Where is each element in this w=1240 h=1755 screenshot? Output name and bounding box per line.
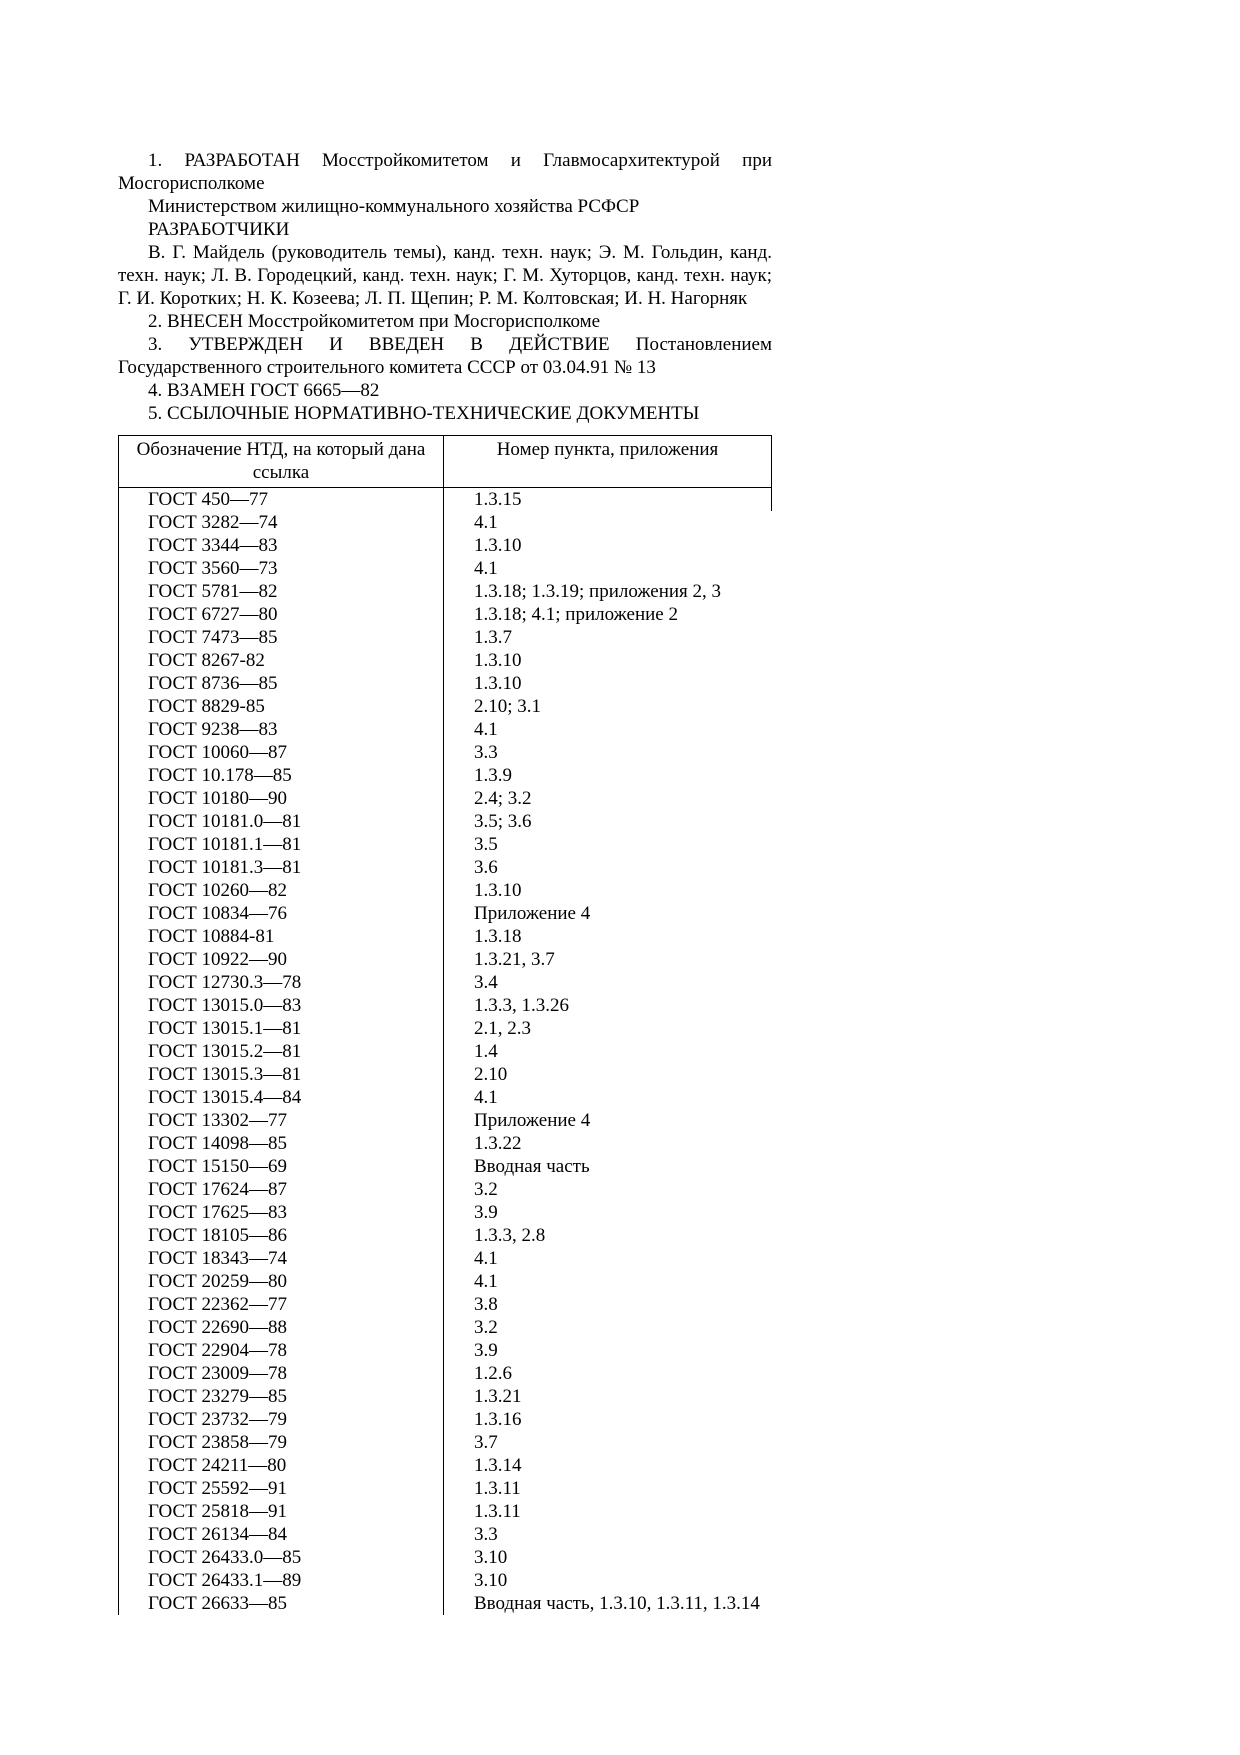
cell-document-designation: ГОСТ 8829-85 (119, 695, 444, 718)
table-row (119, 1224, 772, 1247)
cell-document-designation: ГОСТ 10884-81 (119, 925, 444, 948)
cell-clause-number: 1.3.9 (474, 765, 512, 786)
cell-document-designation: ГОСТ 13015.1—81 (119, 1017, 444, 1040)
table-header-row (119, 436, 772, 488)
table-row (119, 879, 772, 902)
cell-clause-number: 3.2 (474, 1179, 498, 1200)
cell-document-designation: ГОСТ 10060—87 (119, 741, 444, 764)
table-row (119, 1431, 772, 1454)
cell-clause-number: 3.8 (474, 1294, 498, 1315)
column-header-document: Обозначение НТД, на который дана ссылка (119, 436, 444, 488)
cell-clause-number: 3.10 (474, 1570, 508, 1591)
cell-document-designation: ГОСТ 23858—79 (119, 1431, 444, 1454)
table-row (119, 1017, 772, 1040)
table-row (119, 1523, 772, 1546)
cell-document-designation: ГОСТ 18105—86 (119, 1224, 444, 1247)
table-row (119, 971, 772, 994)
paragraph-introduced: 2. ВНЕСЕН Мосстройкомитетом при Мосгорисполкоме (148, 311, 601, 332)
cell-document-designation: ГОСТ 10.178—85 (119, 764, 444, 787)
table-row (119, 1155, 772, 1178)
cell-clause-number: 2.10; 3.1 (474, 696, 542, 717)
cell-clause-number: 4.1 (474, 1248, 498, 1269)
table-row (119, 1178, 772, 1201)
cell-document-designation: ГОСТ 18343—74 (119, 1247, 444, 1270)
cell-document-designation: ГОСТ 26134—84 (119, 1523, 444, 1546)
cell-document-designation: ГОСТ 17624—87 (119, 1178, 444, 1201)
cell-document-designation: ГОСТ 26433.1—89 (119, 1569, 444, 1592)
table-row (119, 1408, 772, 1431)
cell-clause-number: 1.3.10 (474, 880, 522, 901)
table-row (119, 1546, 772, 1569)
table-row (119, 580, 772, 603)
cell-document-designation: ГОСТ 13302—77 (119, 1109, 444, 1132)
table-row (119, 764, 772, 787)
table-row (119, 1132, 772, 1155)
cell-document-designation: ГОСТ 10180—90 (119, 787, 444, 810)
cell-document-designation: ГОСТ 25592—91 (119, 1477, 444, 1500)
paragraph-approved: 3. УТВЕРЖДЕН И ВВЕДЕН В ДЕЙСТВИЕ Постановлением Государственного строительного комитета СССР от 03.04.91 № 13 (118, 334, 772, 378)
cell-document-designation: ГОСТ 6727—80 (119, 603, 444, 626)
cell-document-designation: ГОСТ 23732—79 (119, 1408, 444, 1431)
table-row (119, 1500, 772, 1523)
cell-clause-number: 1.3.14 (474, 1455, 522, 1476)
table-row (119, 787, 772, 810)
cell-clause-number: 4.1 (474, 1271, 498, 1292)
cell-clause-number: 3.7 (474, 1432, 498, 1453)
column-header-clause: Номер пункта, приложения (444, 436, 772, 488)
cell-document-designation: ГОСТ 26633—85 (119, 1592, 444, 1615)
references-table (118, 435, 772, 1615)
cell-document-designation: ГОСТ 10834—76 (119, 902, 444, 925)
cell-document-designation: ГОСТ 3560—73 (119, 557, 444, 580)
table-row (119, 1201, 772, 1224)
cell-document-designation: ГОСТ 10181.1—81 (119, 833, 444, 856)
document-page (118, 149, 772, 1615)
cell-clause-number: Вводная часть, 1.3.10, 1.3.11, 1.3.14 (474, 1593, 760, 1614)
table-row (119, 1040, 772, 1063)
cell-clause-number: 3.4 (474, 972, 498, 993)
cell-document-designation: ГОСТ 23009—78 (119, 1362, 444, 1385)
cell-document-designation: ГОСТ 15150—69 (119, 1155, 444, 1178)
paragraph-developers-list: В. Г. Майдель (руководитель темы), канд. техн. наук; Э. М. Гольдин, канд. техн. наук; Л. В. Городецкий, канд. техн. наук; Г. М. Хуторцов, канд. техн. наук; Г. И. Коротких; Н. К. Козеева; Л. П. Щепин; Р. М. Колтовская; И. Н. Нагорняк (118, 242, 772, 309)
table-row (119, 925, 772, 948)
table-row (119, 534, 772, 557)
cell-clause-number: 2.1, 2.3 (474, 1018, 531, 1039)
cell-clause-number: 1.3.3, 2.8 (474, 1225, 546, 1246)
cell-clause-number: 1.3.11 (474, 1478, 521, 1499)
cell-clause-number: 1.3.22 (474, 1133, 522, 1154)
cell-clause-number: 1.3.21 (474, 1386, 522, 1407)
paragraph-references-heading: 5. ССЫЛОЧНЫЕ НОРМАТИВНО-ТЕХНИЧЕСКИЕ ДОКУМЕНТЫ (148, 403, 700, 424)
cell-document-designation: ГОСТ 3344—83 (119, 534, 444, 557)
cell-clause-number: 1.3.18; 4.1; приложение 2 (474, 604, 678, 625)
cell-clause-number: 1.3.3, 1.3.26 (474, 995, 569, 1016)
table-row (119, 948, 772, 971)
table-row (119, 1109, 772, 1132)
cell-clause-number: 4.1 (474, 1087, 498, 1108)
cell-document-designation: ГОСТ 13015.0—83 (119, 994, 444, 1017)
cell-clause-number: 4.1 (474, 512, 498, 533)
cell-document-designation: ГОСТ 13015.2—81 (119, 1040, 444, 1063)
cell-clause-number: 1.3.10 (474, 650, 522, 671)
table-row (119, 557, 772, 580)
table-body (119, 488, 772, 1616)
table-row (119, 1454, 772, 1477)
paragraph-developed: 1. РАЗРАБОТАН Мосстройкомитетом и Главмосархитектурой при Мосгорисполкоме (118, 150, 772, 194)
cell-clause-number: 3.3 (474, 1524, 498, 1545)
table-row (119, 1270, 772, 1293)
cell-document-designation: ГОСТ 9238—83 (119, 718, 444, 741)
cell-clause-number: 3.9 (474, 1202, 498, 1223)
table-row (119, 1063, 772, 1086)
table-row (119, 741, 772, 764)
cell-clause-number: 3.5 (474, 834, 498, 855)
cell-clause-number: 3.10 (474, 1547, 508, 1568)
cell-document-designation: ГОСТ 8267-82 (119, 649, 444, 672)
cell-clause-number: 1.3.16 (474, 1409, 522, 1430)
cell-document-designation: ГОСТ 7473—85 (119, 626, 444, 649)
table-row (119, 511, 772, 534)
table-row (119, 856, 772, 879)
cell-clause-number: Приложение 4 (474, 1110, 591, 1131)
table-row (119, 488, 772, 512)
cell-document-designation: ГОСТ 5781—82 (119, 580, 444, 603)
cell-clause-number: 4.1 (474, 558, 498, 579)
table-row (119, 1316, 772, 1339)
table-row (119, 1086, 772, 1109)
cell-clause-number: 1.3.7 (474, 627, 512, 648)
table-row (119, 994, 772, 1017)
table-row (119, 718, 772, 741)
cell-document-designation: ГОСТ 14098—85 (119, 1132, 444, 1155)
cell-document-designation: ГОСТ 8736—85 (119, 672, 444, 695)
cell-clause-number: 2.4; 3.2 (474, 788, 532, 809)
table-row (119, 1293, 772, 1316)
cell-clause-number: 1.3.21, 3.7 (474, 949, 555, 970)
table-row (119, 603, 772, 626)
table-row (119, 626, 772, 649)
cell-clause-number: 4.1 (474, 719, 498, 740)
cell-clause-number: 1.3.18 (474, 926, 522, 947)
table-row (119, 810, 772, 833)
paragraph-developers-heading: РАЗРАБОТЧИКИ (148, 219, 290, 240)
cell-clause-number: 3.9 (474, 1340, 498, 1361)
cell-clause-number: 1.4 (474, 1041, 498, 1062)
table-row (119, 695, 772, 718)
cell-clause-number: 2.10 (474, 1064, 508, 1085)
table-row (119, 1569, 772, 1592)
cell-document-designation: ГОСТ 20259—80 (119, 1270, 444, 1293)
cell-clause-number: 3.6 (474, 857, 498, 878)
table-row (119, 672, 772, 695)
cell-document-designation: ГОСТ 23279—85 (119, 1385, 444, 1408)
cell-document-designation: ГОСТ 24211—80 (119, 1454, 444, 1477)
table-row (119, 1592, 772, 1615)
paragraph-replaces: 4. ВЗАМЕН ГОСТ 6665—82 (148, 380, 380, 401)
cell-clause-number: Приложение 4 (474, 903, 591, 924)
table-row (119, 649, 772, 672)
cell-document-designation: ГОСТ 13015.4—84 (119, 1086, 444, 1109)
cell-document-designation: ГОСТ 22362—77 (119, 1293, 444, 1316)
cell-clause-number: 1.3.10 (474, 535, 522, 556)
cell-document-designation: ГОСТ 3282—74 (119, 511, 444, 534)
table-row (119, 1339, 772, 1362)
cell-document-designation: ГОСТ 22904—78 (119, 1339, 444, 1362)
cell-document-designation: ГОСТ 10922—90 (119, 948, 444, 971)
cell-clause-number: 1.2.6 (474, 1363, 512, 1384)
table-row (119, 833, 772, 856)
paragraph-ministry: Министерством жилищно-коммунального хозяйства РСФСР (148, 196, 640, 217)
cell-clause-number: 1.3.11 (474, 1501, 521, 1522)
cell-document-designation: ГОСТ 22690—88 (119, 1316, 444, 1339)
cell-clause-number: 1.3.15 (444, 488, 772, 512)
cell-document-designation: ГОСТ 450—77 (119, 488, 444, 512)
cell-clause-number: 3.3 (474, 742, 498, 763)
cell-document-designation: ГОСТ 10181.0—81 (119, 810, 444, 833)
table-row (119, 1477, 772, 1500)
cell-clause-number: 1.3.18; 1.3.19; приложения 2, 3 (474, 581, 722, 602)
cell-clause-number: 3.2 (474, 1317, 498, 1338)
cell-document-designation: ГОСТ 10181.3—81 (119, 856, 444, 879)
cell-document-designation: ГОСТ 26433.0—85 (119, 1546, 444, 1569)
cell-document-designation: ГОСТ 25818—91 (119, 1500, 444, 1523)
cell-clause-number: 3.5; 3.6 (474, 811, 532, 832)
cell-document-designation: ГОСТ 17625—83 (119, 1201, 444, 1224)
cell-clause-number: Вводная часть (474, 1156, 590, 1177)
cell-document-designation: ГОСТ 12730.3—78 (119, 971, 444, 994)
table-row (119, 1362, 772, 1385)
table-row (119, 1247, 772, 1270)
cell-clause-number: 1.3.10 (474, 673, 522, 694)
table-row (119, 1385, 772, 1408)
cell-document-designation: ГОСТ 10260—82 (119, 879, 444, 902)
cell-document-designation: ГОСТ 13015.3—81 (119, 1063, 444, 1086)
table-row (119, 902, 772, 925)
